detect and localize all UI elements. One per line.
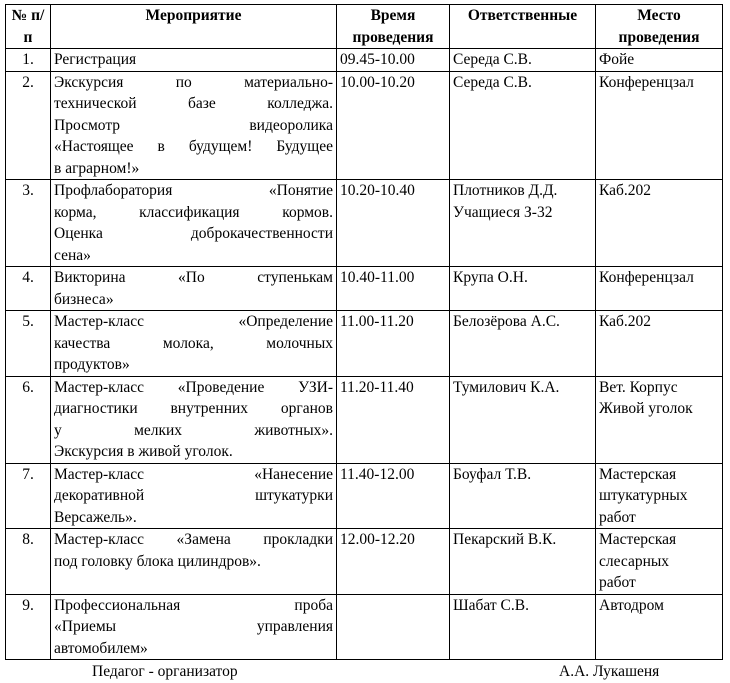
signature-position: Педагог - организатор xyxy=(92,663,238,680)
time-cell: 10.40-11.00 xyxy=(337,267,450,311)
event-line: автомобилем» xyxy=(54,639,148,657)
signature-line xyxy=(0,661,730,683)
event-cell xyxy=(51,311,337,377)
event-line: Профлаборатория «Понятие xyxy=(54,182,333,199)
header-place: Место проведения xyxy=(596,5,723,49)
event-line: продуктов» xyxy=(54,356,130,373)
time-cell xyxy=(337,594,450,660)
event-line: «Приемы управления xyxy=(54,618,333,635)
event-line: Мастер-класс «Нанесение xyxy=(54,465,333,483)
table-row xyxy=(6,376,723,463)
place-line: Мастерская xyxy=(599,531,677,548)
event-line: в аграрном!» xyxy=(54,159,140,177)
table-row xyxy=(6,529,723,595)
event-line: под головку блока цилиндров». xyxy=(54,552,261,570)
place-line: Фойе xyxy=(599,51,635,68)
event-line: Оценка доброкачественности xyxy=(54,225,333,242)
place-cell xyxy=(596,71,723,180)
responsible-cell xyxy=(450,49,596,72)
place-line: слесарных xyxy=(599,552,670,570)
event-line: декоративной штукатурки xyxy=(54,487,333,504)
place-line: работ xyxy=(599,508,636,526)
table-row xyxy=(6,267,723,311)
table-row xyxy=(6,49,723,72)
responsible-cell xyxy=(450,180,596,267)
responsible-line: Учащиеся З-32 xyxy=(453,203,553,221)
schedule-rows xyxy=(6,49,723,660)
time-cell: 10.20-10.40 xyxy=(337,180,450,267)
place-line: штукатурных xyxy=(599,487,688,504)
time-cell: 10.00-10.20 xyxy=(337,71,450,180)
time-cell: 09.45-10.00 xyxy=(337,49,450,72)
place-cell xyxy=(596,180,723,267)
header-time: Время проведения xyxy=(337,5,450,49)
table-row xyxy=(6,180,723,267)
responsible-line: Крупа О.Н. xyxy=(453,269,528,286)
event-line: Версажель». xyxy=(54,508,137,526)
responsible-cell xyxy=(450,594,596,660)
row-number: 4. xyxy=(6,267,51,311)
place-cell xyxy=(596,49,723,72)
time-cell: 12.00-12.20 xyxy=(337,529,450,595)
header-event: Мероприятие xyxy=(51,5,337,49)
responsible-cell xyxy=(450,463,596,529)
place-line: Конференцзал xyxy=(599,269,694,286)
place-line: работ xyxy=(599,574,636,591)
responsible-cell xyxy=(450,529,596,595)
event-line: корма, классификация кормов. xyxy=(54,203,333,221)
table-row xyxy=(6,463,723,529)
place-cell xyxy=(596,311,723,377)
responsible-cell xyxy=(450,267,596,311)
table-row xyxy=(6,311,723,377)
header-row xyxy=(6,5,723,49)
place-cell xyxy=(596,463,723,529)
time-cell: 11.40-12.00 xyxy=(337,463,450,529)
header-num: № п/п xyxy=(6,5,51,49)
schedule-table xyxy=(5,4,723,660)
responsible-line: Шабат С.В. xyxy=(453,596,529,614)
table-row xyxy=(6,71,723,180)
event-line: Мастер-класс «Определение xyxy=(54,313,333,330)
event-cell xyxy=(51,376,337,463)
time-cell: 11.20-11.40 xyxy=(337,376,450,463)
place-line: Мастерская xyxy=(599,465,677,483)
place-cell xyxy=(596,267,723,311)
signature-name: А.А. Лукашеня xyxy=(559,663,660,680)
place-cell xyxy=(596,376,723,463)
place-line: Каб.202 xyxy=(599,313,652,330)
responsible-line: Белозёрова А.С. xyxy=(453,313,560,330)
event-line: Профессиональная проба xyxy=(54,596,333,614)
event-line: «Настоящее в будущем! Будущее xyxy=(54,138,333,155)
responsible-cell xyxy=(450,71,596,180)
event-cell xyxy=(51,180,337,267)
event-line: Мастер-класс «Замена прокладки xyxy=(54,531,333,548)
row-number: 7. xyxy=(6,463,51,529)
responsible-cell xyxy=(450,376,596,463)
event-cell xyxy=(51,463,337,529)
responsible-cell xyxy=(450,311,596,377)
row-number: 8. xyxy=(6,529,51,595)
place-line: Вет. Корпус xyxy=(599,378,678,396)
event-line: Экскурсия в живой уголок. xyxy=(54,443,233,460)
event-line: Просмотр видеоролика xyxy=(54,116,333,134)
event-line: диагностики внутренних органов xyxy=(54,400,333,417)
event-line: качества молока, молочных xyxy=(54,334,333,352)
responsible-line: Тумилович К.А. xyxy=(453,378,560,396)
time-cell: 11.00-11.20 xyxy=(337,311,450,377)
responsible-line: Середа С.В. xyxy=(453,51,532,68)
responsible-line: Плотников Д.Д. xyxy=(453,182,558,199)
event-line: технической базе колледжа. xyxy=(54,95,333,112)
row-number: 6. xyxy=(6,376,51,463)
responsible-line: Середа С.В. xyxy=(453,73,532,91)
responsible-line: Боуфал Т.В. xyxy=(453,465,532,483)
place-line: Живой уголок xyxy=(599,400,693,417)
event-line: бизнеса» xyxy=(54,290,114,308)
table-row xyxy=(6,594,723,660)
row-number: 3. xyxy=(6,180,51,267)
event-cell xyxy=(51,594,337,660)
header-responsible: Ответственные xyxy=(450,5,596,49)
place-cell xyxy=(596,594,723,660)
event-cell xyxy=(51,267,337,311)
event-line: Викторина «По ступенькам xyxy=(54,269,333,286)
row-number: 1. xyxy=(6,49,51,72)
place-cell xyxy=(596,529,723,595)
event-line: сена» xyxy=(54,246,91,264)
place-line: Каб.202 xyxy=(599,182,652,199)
event-cell xyxy=(51,529,337,595)
row-number: 2. xyxy=(6,71,51,180)
responsible-line: Пекарский В.К. xyxy=(453,531,557,548)
row-number: 5. xyxy=(6,311,51,377)
event-cell xyxy=(51,71,337,180)
event-line: Мастер-класс «Проведение УЗИ- xyxy=(54,378,333,396)
place-line: Автодром xyxy=(599,596,664,614)
event-line: у мелких животных». xyxy=(54,421,333,439)
event-line: Регистрация xyxy=(54,51,137,68)
event-line: Экскурсия по материально- xyxy=(54,73,333,91)
event-cell xyxy=(51,49,337,72)
place-line: Конференцзал xyxy=(599,73,694,91)
row-number: 9. xyxy=(6,594,51,660)
